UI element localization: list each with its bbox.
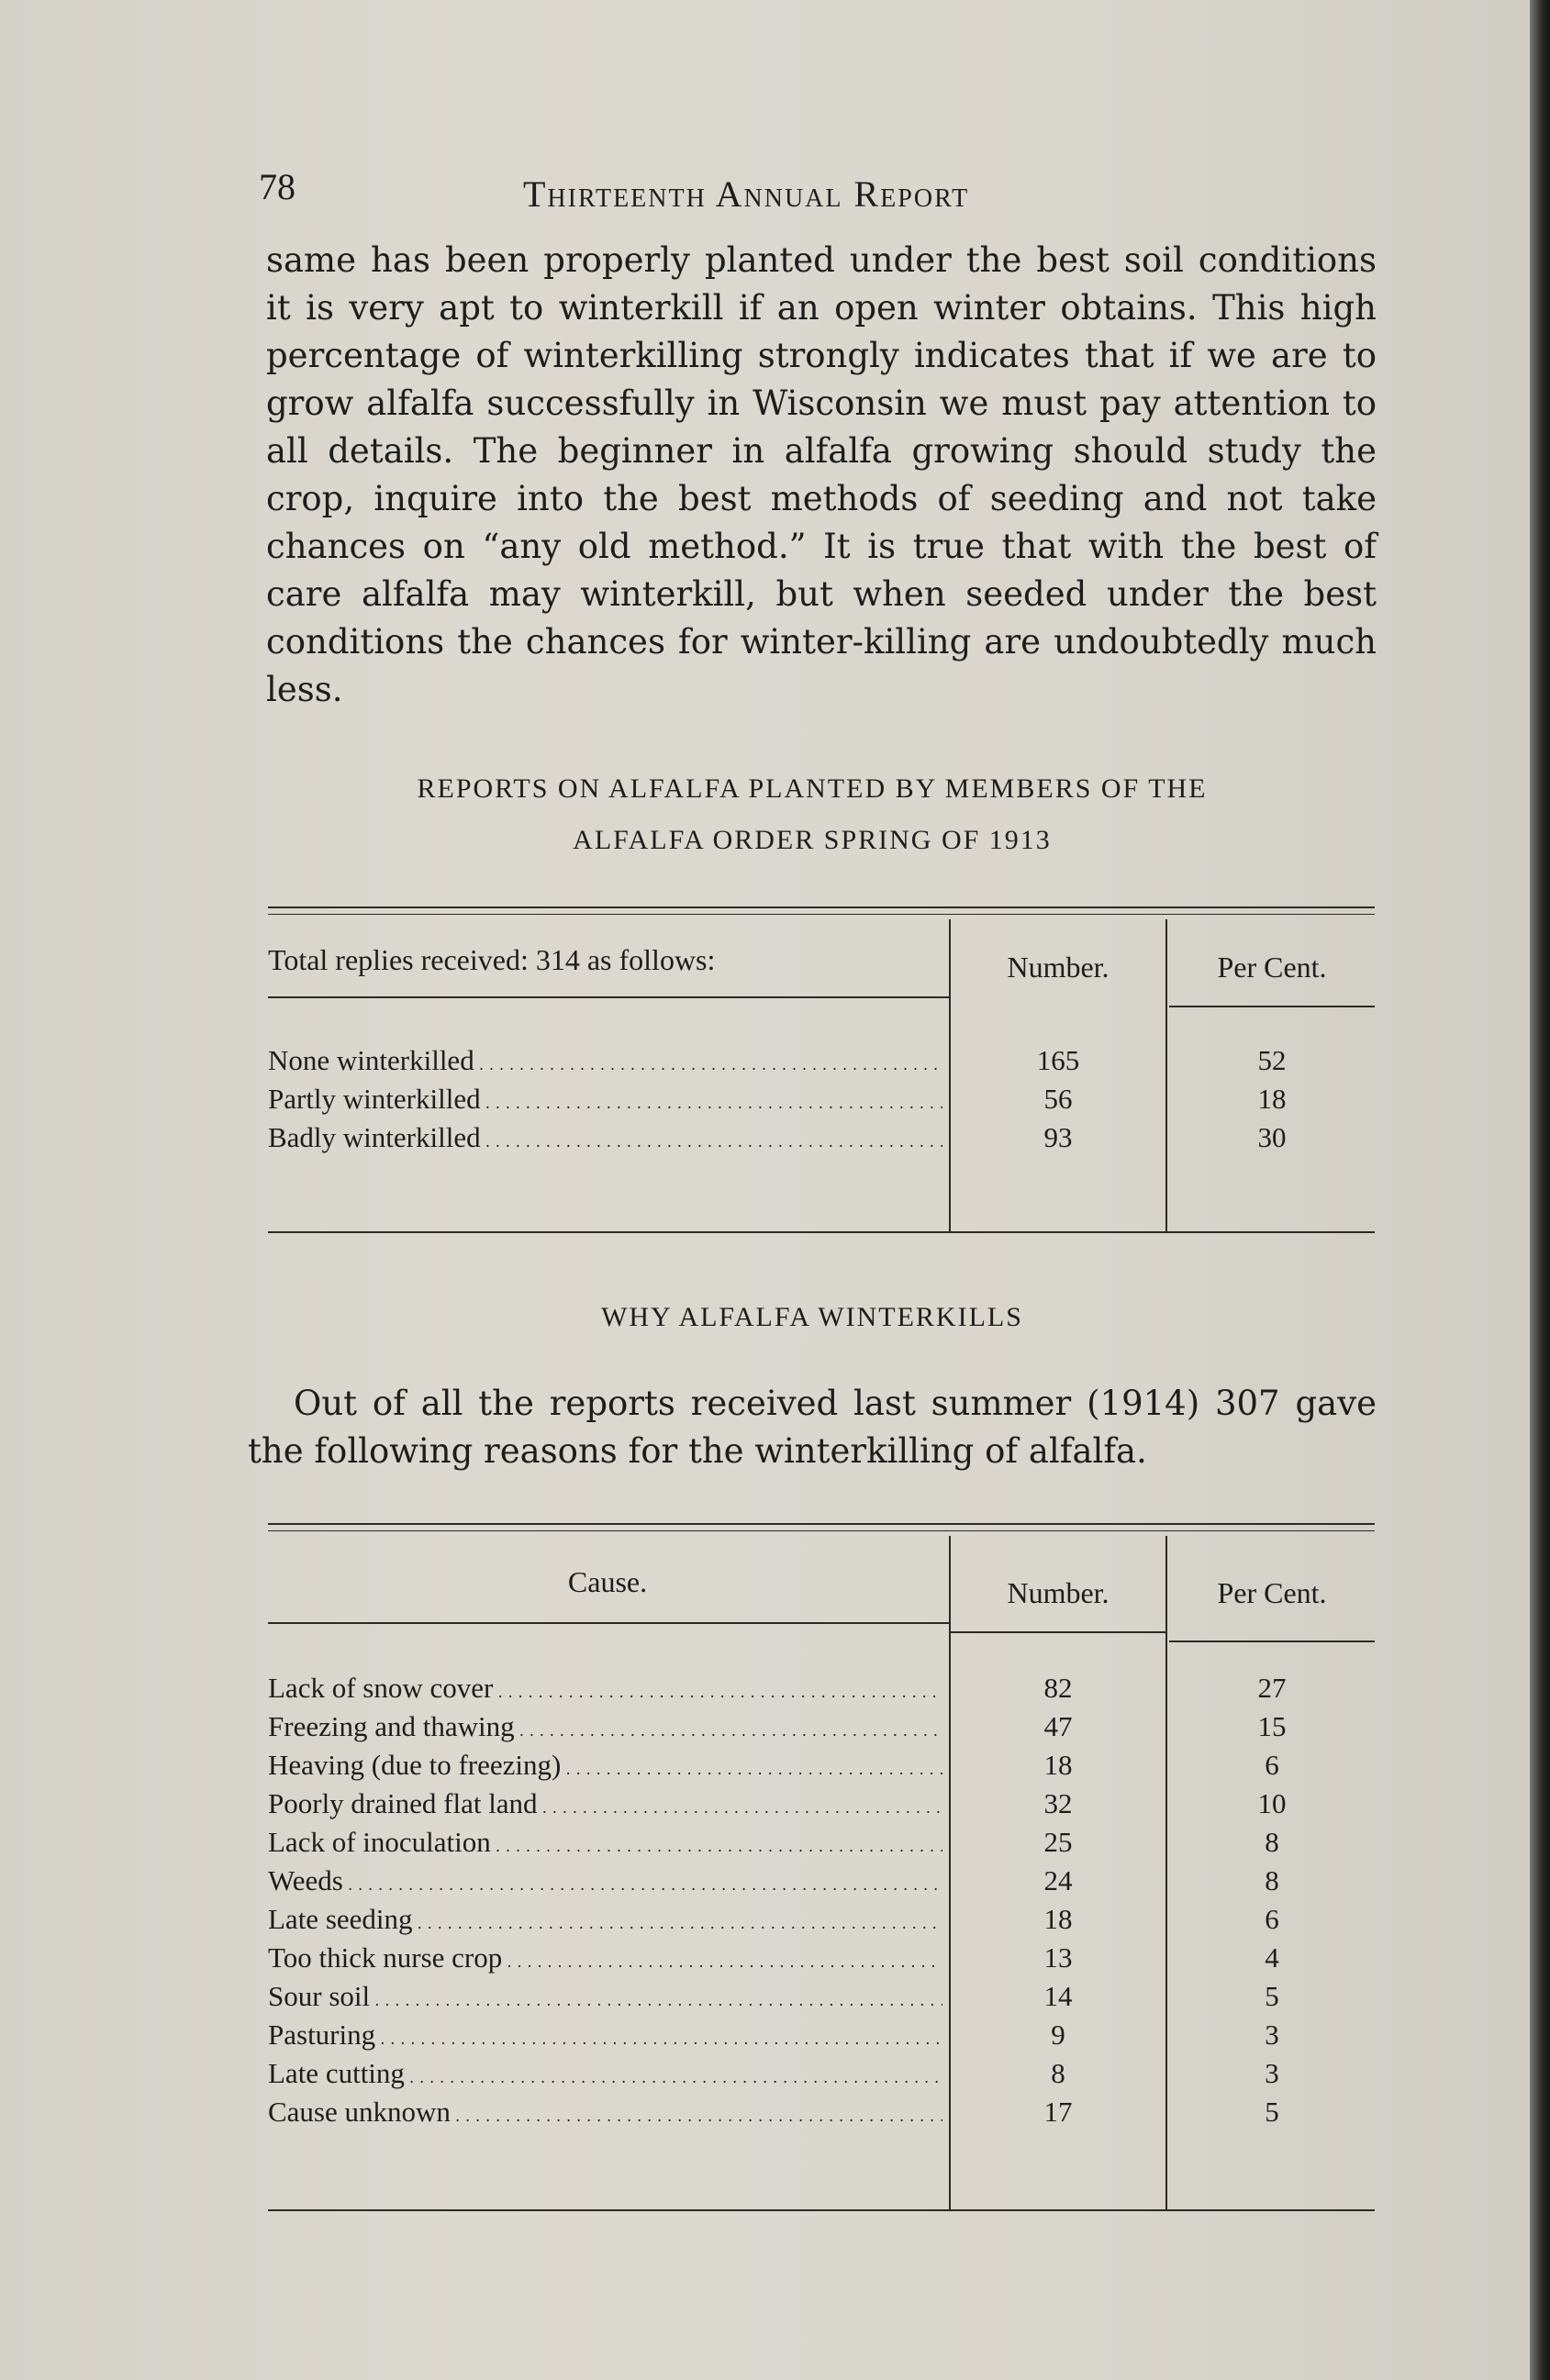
table-top-rule <box>268 906 1375 908</box>
row-percent: 3 <box>1265 2019 1279 2051</box>
row-label: Late seeding . . . <box>268 1901 942 1941</box>
row-label: None winterkilled . . . <box>268 1042 942 1083</box>
row-label: Late cutting . . . <box>268 2055 942 2096</box>
column-header-percent: Per Cent. <box>1217 951 1327 984</box>
row-percent: 27 <box>1257 1672 1287 1704</box>
row-label: Pasturing . . . <box>268 2017 942 2057</box>
row-percent: 6 <box>1265 1749 1279 1781</box>
row-label: Sour soil . . . <box>268 1978 942 2019</box>
table-top-rule-double <box>268 1530 1375 1531</box>
running-head <box>248 156 1377 220</box>
row-percent: 5 <box>1265 1980 1279 2012</box>
row-percent: 8 <box>1265 1864 1279 1896</box>
section-heading-line-1: REPORTS ON ALFALFA PLANTED BY MEMBERS OF THE <box>417 773 1208 804</box>
row-label: Freezing and thawing . . . <box>268 1708 942 1749</box>
row-number: 9 <box>1051 2019 1065 2051</box>
row-label: Lack of snow cover . . . <box>268 1670 942 1710</box>
table-bottom-rule <box>268 1231 1375 1233</box>
row-percent: 5 <box>1265 2096 1279 2128</box>
row-number: 18 <box>1043 1749 1073 1781</box>
row-number: 8 <box>1051 2057 1065 2089</box>
column-divider <box>949 1536 951 2209</box>
row-percent: 18 <box>1257 1083 1287 1115</box>
column-header-number: Number. <box>1007 1576 1110 1609</box>
section-heading-line-2: ALFALFA ORDER SPRING OF 1913 <box>573 825 1052 855</box>
column-divider <box>1165 1536 1167 2209</box>
row-percent: 30 <box>1257 1121 1287 1153</box>
column-divider <box>1165 919 1167 1231</box>
row-label: Poorly drained flat land . . . <box>268 1785 942 1826</box>
row-percent: 52 <box>1257 1044 1287 1076</box>
replies-table <box>259 906 1375 1239</box>
table-header-label: Total replies received: 314 as follows: <box>268 943 716 976</box>
page-edge-shadow <box>1530 0 1550 2380</box>
row-percent: 8 <box>1265 1826 1279 1858</box>
row-number: 17 <box>1043 2096 1073 2128</box>
row-label: Partly winterkilled . . . <box>268 1081 942 1121</box>
row-percent: 4 <box>1265 1941 1279 1974</box>
row-number: 47 <box>1043 1710 1073 1742</box>
row-label: Cause unknown . . . <box>268 2094 942 2134</box>
reasons-paragraph: Out of all the reports received last summer (1914) 307 gave the following reasons for the winterkilling of alfalfa. <box>248 1384 1377 1471</box>
header-underline <box>951 1631 1165 1633</box>
row-percent: 10 <box>1257 1787 1287 1819</box>
table-bottom-rule <box>268 2209 1375 2211</box>
intro-paragraph: same has been properly planted under the best soil conditions it is very apt to winterkill if an open winter obtains. This high percentage of winterkilling strongly indicates that if we are to grow alfalfa successfully in Wisconsin we must pay attention to all details. The beginner in alfalfa growing should study the crop, inquire into the best methods of seeding and not take chances on “any old method.” It is true that with the best of care alfalfa may winterkill, but when seeded under the best conditions the chances for winter-killing are undoubtedly much less. <box>266 240 1377 709</box>
row-number: 24 <box>1043 1864 1073 1896</box>
row-label: Badly winterkilled . . . <box>268 1119 942 1160</box>
table-top-rule-double <box>268 914 1375 915</box>
page-content <box>248 156 1377 2219</box>
row-number: 14 <box>1043 1980 1073 2012</box>
row-number: 56 <box>1043 1083 1073 1115</box>
section-heading-reports <box>248 763 1377 866</box>
row-label: Weeds . . . <box>268 1863 942 1903</box>
header-underline <box>1169 1006 1375 1007</box>
column-divider <box>949 919 951 1231</box>
row-label: Heaving (due to freezing) . . . <box>268 1747 942 1787</box>
row-number: 25 <box>1043 1826 1073 1858</box>
row-percent: 3 <box>1265 2057 1279 2089</box>
row-number: 32 <box>1043 1787 1073 1819</box>
row-percent: 15 <box>1257 1710 1287 1742</box>
row-number: 82 <box>1043 1672 1073 1704</box>
row-number: 165 <box>1036 1044 1080 1076</box>
row-number: 13 <box>1043 1941 1073 1974</box>
row-label: Lack of inoculation . . . <box>268 1824 942 1864</box>
column-header-percent: Per Cent. <box>1217 1576 1327 1609</box>
running-title: Thirteenth Annual Report <box>523 173 970 215</box>
page-number: 78 <box>259 166 296 207</box>
row-label: Too thick nurse crop . . . <box>268 1940 942 1980</box>
table-top-rule <box>268 1523 1375 1525</box>
section-heading-why: WHY ALFALFA WINTERKILLS <box>601 1302 1023 1332</box>
header-underline <box>268 1622 949 1624</box>
column-header-cause: Cause. <box>567 1565 648 1598</box>
causes-table <box>259 1523 1375 2219</box>
row-number: 18 <box>1043 1903 1073 1935</box>
header-underline <box>1169 1640 1375 1642</box>
column-header-number: Number. <box>1007 951 1110 984</box>
row-percent: 6 <box>1265 1903 1279 1935</box>
header-underline <box>268 996 949 998</box>
row-number: 93 <box>1043 1121 1073 1153</box>
